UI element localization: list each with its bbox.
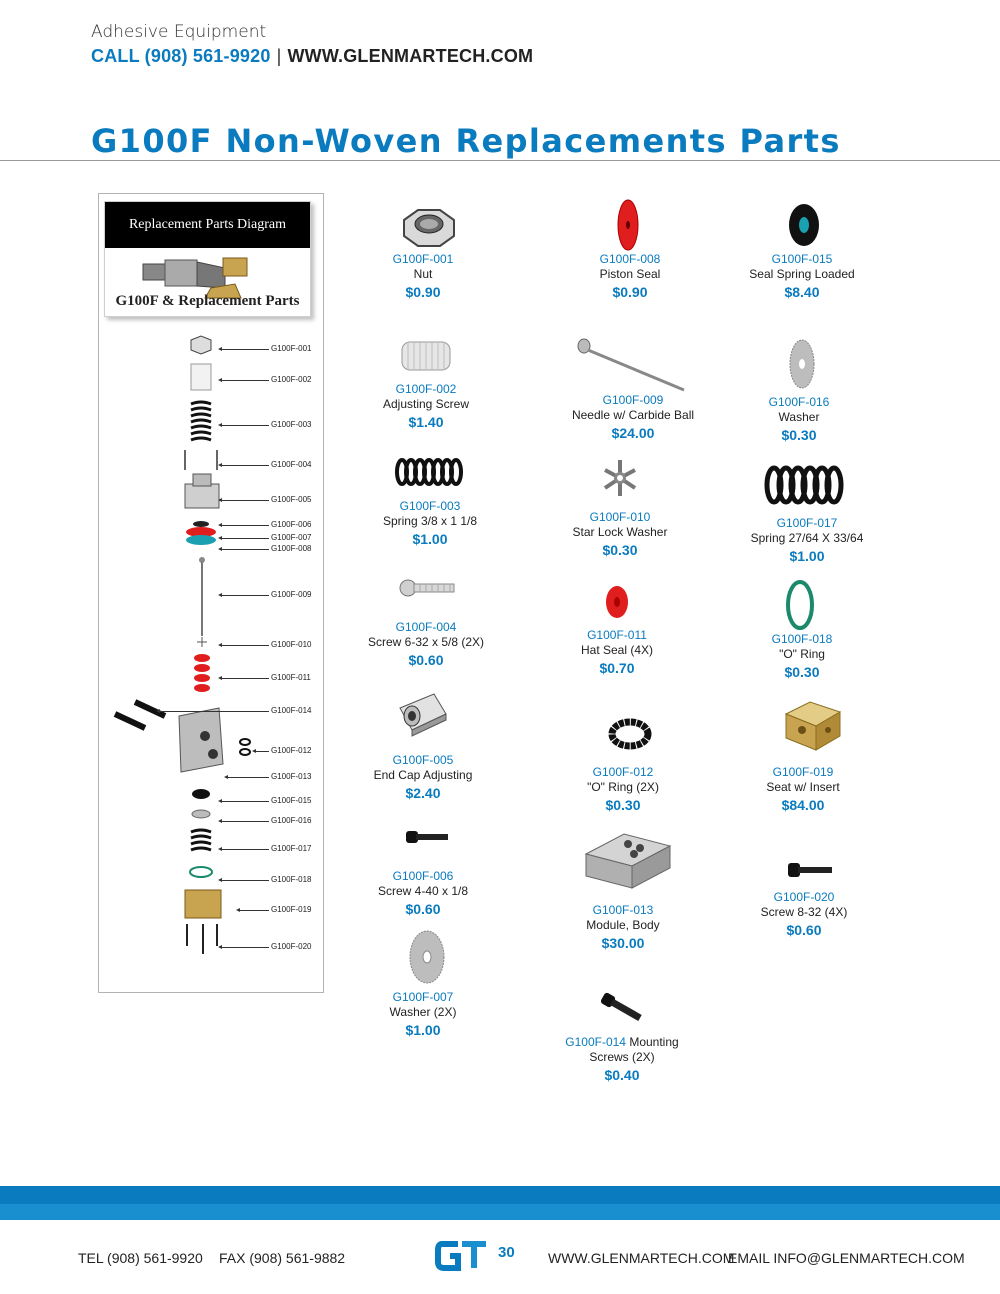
callout-label: G100F-020 xyxy=(271,942,312,951)
part-item[interactable] xyxy=(338,990,508,1040)
part-item[interactable] xyxy=(338,252,508,302)
callout-label: G100F-005 xyxy=(271,495,312,504)
footer-email-link[interactable]: EMAIL INFO@GLENMARTECH.COM xyxy=(728,1250,965,1266)
part-name: "O" Ring xyxy=(779,647,825,661)
part-price: $84.00 xyxy=(781,797,825,813)
part-code: G100F-004 xyxy=(395,620,457,634)
callout-leader xyxy=(221,538,269,539)
page-number: 30 xyxy=(498,1244,515,1261)
seal-spring-loaded-image xyxy=(786,202,822,248)
callout-label: G100F-015 xyxy=(271,796,312,805)
module-body-image xyxy=(582,830,674,890)
part-name: Star Lock Washer xyxy=(572,525,668,539)
part-item[interactable] xyxy=(338,869,508,919)
screw-image xyxy=(398,578,458,598)
part-item[interactable] xyxy=(722,516,892,566)
part-name: Seat w/ Insert xyxy=(766,780,840,794)
screw-8-32-image xyxy=(786,860,834,880)
callout-label: G100F-009 xyxy=(271,590,312,599)
callout-leader xyxy=(221,595,269,596)
gt-logo-icon xyxy=(436,1227,490,1270)
part-code: G100F-017 xyxy=(776,516,838,530)
part-price: $8.40 xyxy=(784,284,820,300)
header-website-link[interactable]: WWW.GLENMARTECH.COM xyxy=(287,46,534,66)
o-ring-green-image xyxy=(784,578,816,632)
callout-leader xyxy=(221,349,269,350)
callout-leader xyxy=(227,777,269,778)
part-name-line2: Screws (2X) xyxy=(589,1050,655,1064)
part-name: Seal Spring Loaded xyxy=(749,267,855,281)
page-title: G100F Non-Woven Replacements Parts xyxy=(91,122,841,160)
part-name: Adjusting Screw xyxy=(382,397,470,411)
footer-band-highlight xyxy=(0,1204,1000,1220)
part-name: End Cap Adjusting xyxy=(373,768,473,782)
diagram-header-card xyxy=(104,201,311,317)
part-name: Spring 3/8 x 1 1/8 xyxy=(382,514,478,528)
small-screw-image xyxy=(404,828,450,846)
part-item[interactable] xyxy=(345,499,515,549)
callout-leader xyxy=(239,910,269,911)
callout-leader xyxy=(221,678,269,679)
part-item[interactable] xyxy=(537,1035,707,1085)
category-label: Adhesive Equipment xyxy=(91,22,267,42)
part-code: G100F-015 xyxy=(771,252,833,266)
part-price: $0.60 xyxy=(786,922,822,938)
part-name: "O" Ring (2X) xyxy=(587,780,659,794)
part-price: $1.00 xyxy=(405,1022,441,1038)
title-divider xyxy=(0,160,1000,161)
footer-tel: TEL (908) 561-9920 xyxy=(78,1250,203,1266)
adjusting-screw-image xyxy=(398,336,454,376)
footer-website-link[interactable]: WWW.GLENMARTECH.COM xyxy=(548,1250,735,1266)
part-code: G100F-005 xyxy=(392,753,454,767)
part-price: $1.00 xyxy=(412,531,448,547)
callout-label: G100F-003 xyxy=(271,420,312,429)
part-item[interactable] xyxy=(714,395,884,445)
part-item[interactable] xyxy=(717,252,887,302)
callout-label: G100F-007 xyxy=(271,533,312,542)
callout-leader xyxy=(221,525,269,526)
callout-leader xyxy=(221,849,269,850)
washer-image xyxy=(406,928,448,986)
callout-leader xyxy=(221,801,269,802)
piston-seal-image xyxy=(616,198,640,252)
callout-label: G100F-016 xyxy=(271,816,312,825)
part-code: G100F-014 xyxy=(565,1035,626,1049)
part-price: $0.60 xyxy=(405,901,441,917)
callout-label: G100F-011 xyxy=(271,673,311,682)
part-code: G100F-006 xyxy=(392,869,454,883)
callout-label: G100F-012 xyxy=(271,746,312,755)
part-item[interactable] xyxy=(545,252,715,302)
part-name: Module, Body xyxy=(586,918,660,932)
part-item[interactable] xyxy=(717,632,887,682)
part-item[interactable] xyxy=(538,903,708,953)
part-code: G100F-010 xyxy=(589,510,651,524)
part-code: G100F-013 xyxy=(592,903,654,917)
callout-leader xyxy=(255,751,269,752)
part-item[interactable] xyxy=(341,620,511,670)
part-item[interactable] xyxy=(538,765,708,815)
part-price: $0.90 xyxy=(405,284,441,300)
part-code: G100F-008 xyxy=(599,252,661,266)
callout-label: G100F-006 xyxy=(271,520,312,529)
callout-label: G100F-014 xyxy=(271,706,312,715)
callout-label: G100F-004 xyxy=(271,460,312,469)
callout-leader xyxy=(221,380,269,381)
part-price: $1.00 xyxy=(789,548,825,564)
part-code: G100F-011 xyxy=(587,628,647,642)
callout-leader xyxy=(221,465,269,466)
diagram-banner: Replacement Parts Diagram xyxy=(105,202,310,248)
part-price: $0.30 xyxy=(602,542,638,558)
separator: | xyxy=(276,46,282,66)
callout-label: G100F-019 xyxy=(271,905,312,914)
part-code: G100F-019 xyxy=(772,765,834,779)
washer-image xyxy=(788,338,816,390)
needle-image xyxy=(576,336,688,394)
part-item[interactable] xyxy=(548,393,718,443)
part-item[interactable] xyxy=(718,765,888,815)
part-name: Screw 4-40 x 1/8 xyxy=(377,884,469,898)
part-item[interactable] xyxy=(535,510,705,560)
callout-label: G100F-008 xyxy=(271,544,312,553)
nut-image xyxy=(396,204,460,250)
callout-label: G100F-002 xyxy=(271,375,312,384)
part-code: G100F-020 xyxy=(773,890,835,904)
part-price: $0.70 xyxy=(599,660,635,676)
part-name: Hat Seal (4X) xyxy=(580,643,654,657)
callout-label: G100F-018 xyxy=(271,875,312,884)
callout-label: G100F-001 xyxy=(271,344,312,353)
callout-label: G100F-010 xyxy=(271,640,312,649)
part-name: Spring 27/64 X 33/64 xyxy=(750,531,864,545)
callout-label: G100F-013 xyxy=(271,772,312,781)
spring-image xyxy=(394,456,468,488)
part-code: G100F-009 xyxy=(602,393,664,407)
part-item[interactable] xyxy=(341,382,511,432)
part-code: G100F-002 xyxy=(395,382,457,396)
part-title-line xyxy=(537,1035,707,1050)
callout-leader xyxy=(221,947,269,948)
star-lock-washer-image xyxy=(602,456,638,500)
part-price: $0.30 xyxy=(781,427,817,443)
part-name: Nut xyxy=(413,267,433,281)
contact-line xyxy=(91,46,533,67)
part-item[interactable] xyxy=(338,753,508,803)
part-price: $1.40 xyxy=(408,414,444,430)
callout-leader xyxy=(221,425,269,426)
part-price: $0.40 xyxy=(604,1067,640,1083)
parts-diagram xyxy=(98,193,324,993)
gt-logo-text: GT xyxy=(436,1227,459,1244)
mounting-screw-image xyxy=(600,992,644,1022)
part-name: Mounting xyxy=(629,1035,679,1049)
part-item[interactable] xyxy=(719,890,889,940)
part-name: Piston Seal xyxy=(599,267,661,281)
part-name: Screw 6-32 x 5/8 (2X) xyxy=(367,635,485,649)
part-code: G100F-016 xyxy=(768,395,830,409)
part-code: G100F-001 xyxy=(392,252,454,266)
part-code: G100F-018 xyxy=(771,632,833,646)
part-price: $0.30 xyxy=(605,797,641,813)
seat-insert-image xyxy=(780,696,844,754)
part-price: $0.90 xyxy=(612,284,648,300)
callout-label: G100F-017 xyxy=(271,844,312,853)
callout-leader xyxy=(221,500,269,501)
part-name: Washer (2X) xyxy=(389,1005,457,1019)
part-price: $24.00 xyxy=(611,425,655,441)
hat-seal-image xyxy=(604,584,630,620)
part-name: Needle w/ Carbide Ball xyxy=(571,408,695,422)
part-price: $0.30 xyxy=(784,664,820,680)
part-price: $0.60 xyxy=(408,652,444,668)
part-price: $30.00 xyxy=(601,935,645,951)
part-price: $2.40 xyxy=(405,785,441,801)
callout-leader xyxy=(221,880,269,881)
part-code: G100F-012 xyxy=(592,765,654,779)
call-number[interactable]: CALL (908) 561-9920 xyxy=(91,46,271,66)
part-item[interactable] xyxy=(532,628,702,678)
part-name: Screw 8-32 (4X) xyxy=(760,905,848,919)
end-cap-image xyxy=(394,690,450,740)
part-name: Washer xyxy=(778,410,820,424)
callout-leader xyxy=(221,645,269,646)
diagram-subtitle: G100F & Replacement Parts xyxy=(115,293,300,309)
spring-image xyxy=(764,464,844,506)
o-ring-image xyxy=(608,718,652,750)
footer-fax: FAX (908) 561-9882 xyxy=(219,1250,346,1266)
part-code: G100F-007 xyxy=(392,990,454,1004)
callout-leader xyxy=(159,711,269,712)
part-code: G100F-003 xyxy=(399,499,461,513)
callout-leader xyxy=(221,549,269,550)
callout-leader xyxy=(221,821,269,822)
